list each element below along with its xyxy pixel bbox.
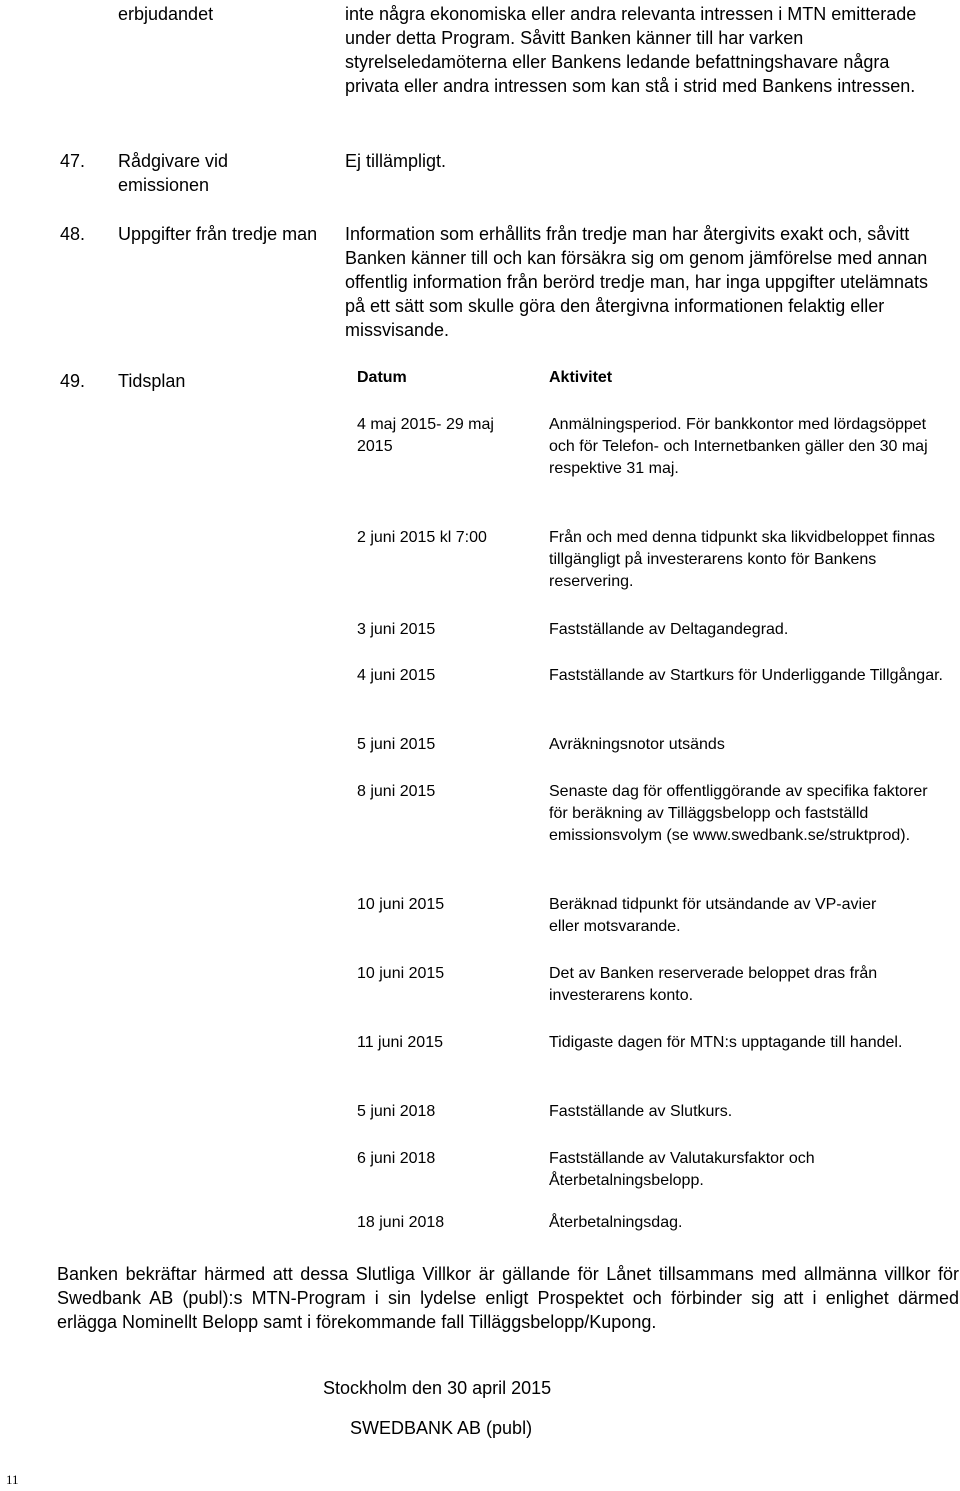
schedule-row-activity: Det av Banken reserverade beloppet dras från investerarens konto. [549,965,878,1004]
section-48-title: Uppgifter från tredje man [118,224,318,244]
section-47-number: 47. [60,151,86,171]
schedule-row-date: 3 juni 2015 [357,621,436,638]
page-number: 11 [6,1472,19,1487]
section-49-number: 49. [60,371,86,391]
schedule-row-date: 10 juni 2015 [357,896,445,913]
section-49-title: Tidsplan [118,371,186,391]
schedule-header-activity: Aktivitet [549,369,613,386]
schedule-row-date: 10 juni 2015 [357,965,445,982]
schedule-row-activity: Senaste dag för offentliggörande av specifika faktorer för beräkning av Tilläggsbelopp och fastställd emissionsvolym (se www.swedbank.se/struktprod). [549,783,928,844]
signature-company: SWEDBANK AB (publ) [350,1418,533,1438]
section-46-title: erbjudandet [118,4,214,24]
schedule-row-activity: Från och med denna tidpunkt ska likvidbeloppet finnas tillgängligt på investerarens konto för Bankens reservering. [549,529,936,590]
schedule-row-date: 8 juni 2015 [357,783,436,800]
schedule-row-activity: Beräknad tidpunkt för utsändande av VP-avier eller motsvarande. [549,896,877,935]
section-47-body: Ej tillämpligt. [345,151,447,171]
closing-statement: Banken bekräftar härmed att dessa Slutliga Villkor är gällande för Lånet tillsammans med allmänna villkor för Swedbank AB (publ):s MTN-Program i sin lydelse enligt Prospektet och förbinder sig att i enlighet därmed erlägga Nominellt Belopp samt i förekommande fall Tilläggsbelopp/Kupong. [57,1264,959,1332]
schedule-row-activity: Avräkningsnotor utsänds [549,736,725,753]
schedule-row-date: 5 juni 2018 [357,1103,436,1120]
schedule-row-activity: Fastställande av Valutakursfaktor och Återbetalningsbelopp. [549,1150,815,1189]
schedule-row-activity: Tidigaste dagen för MTN:s upptagande till handel. [549,1034,903,1051]
schedule-header-date: Datum [357,369,407,386]
schedule-row-activity: Anmälningsperiod. För bankkontor med lördagsöppet och för Telefon- och Internetbanken gäller den 30 maj respektive 31 maj. [549,416,928,477]
schedule-row-date: 2 juni 2015 kl 7:00 [357,529,487,546]
schedule-row-date: 6 juni 2018 [357,1150,436,1167]
schedule-row-date: 4 maj 2015- 29 maj 2015 [357,416,494,455]
section-48-number: 48. [60,224,86,244]
section-46-body: inte några ekonomiska eller andra relevanta intressen i MTN emitterade under detta Program. Såvitt Banken känner till har varken styrelseledamöterna eller Bankens ledande befattningshavare några privata eller andra intressen som kan stå i strid med Bankens intressen. [345,4,917,96]
schedule-row-activity: Fastställande av Deltagandegrad. [549,621,789,638]
schedule-row-date: 18 juni 2018 [357,1214,445,1231]
schedule-row-activity: Fastställande av Startkurs för Underliggande Tillgångar. [549,667,943,684]
signature-place-date: Stockholm den 30 april 2015 [323,1378,552,1398]
schedule-row-date: 5 juni 2015 [357,736,436,753]
schedule-row-date: 4 juni 2015 [357,667,436,684]
section-48-body: Information som erhållits från tredje man har återgivits exakt och, såvitt Banken känner till och kan försäkra sig om genom jämförelse med annan offentlig information från berörd tredje man, har inga uppgifter utelämnats på ett sätt som skulle göra den återgivna informationen felaktig eller missvisande. [345,224,929,340]
schedule-row-activity: Fastställande av Slutkurs. [549,1103,733,1120]
section-47-title: Rådgivare vid emissionen [118,151,229,195]
schedule-row-date: 11 juni 2015 [357,1034,443,1051]
schedule-row-activity: Återbetalningsdag. [549,1214,683,1231]
